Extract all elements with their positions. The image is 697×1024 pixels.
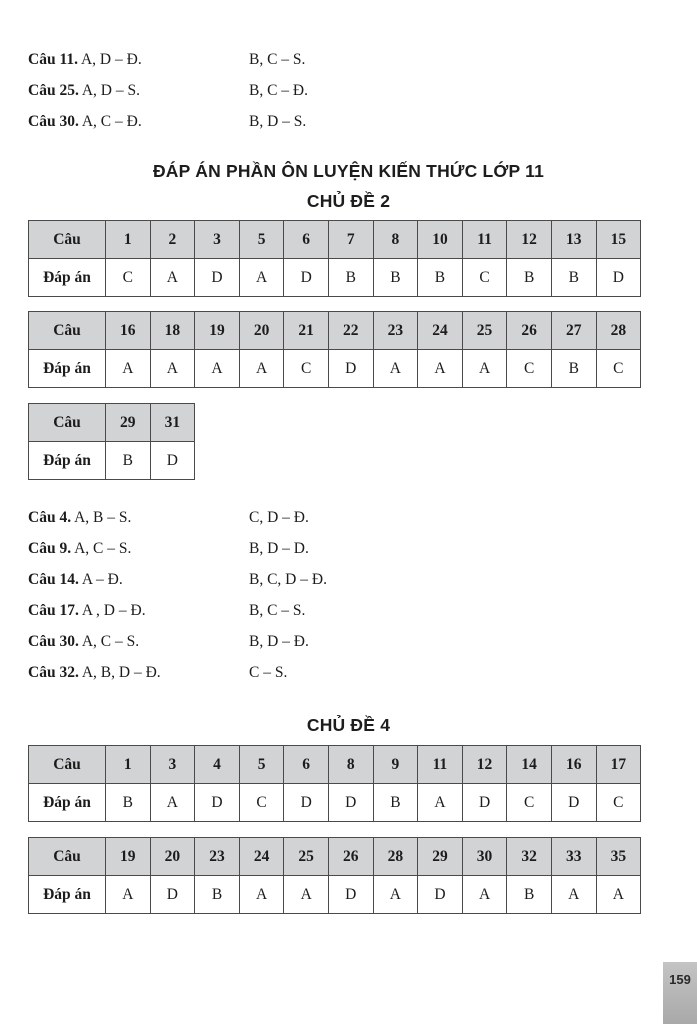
answer-cell: D [418, 876, 463, 914]
question-number: 29 [418, 838, 463, 876]
answer-cell: A [551, 876, 596, 914]
answer-b: B, C, D – Đ. [249, 571, 327, 588]
answer-cell: A [106, 876, 151, 914]
question-number: 1 [106, 746, 151, 784]
question-number: 8 [328, 746, 373, 784]
topic-title: CHỦ ĐỀ 4 [306, 715, 391, 735]
row-label-answer: Đáp án [29, 350, 106, 388]
answer-table [28, 220, 641, 297]
row-label-answer: Đáp án [29, 259, 106, 297]
question-number: 16 [106, 312, 151, 350]
question-number: 12 [507, 221, 552, 259]
answer-cell: B [106, 784, 151, 822]
answer-cell: A [150, 784, 195, 822]
question-number: 4 [195, 746, 240, 784]
question-number: 8 [373, 221, 418, 259]
question-number: 3 [195, 221, 240, 259]
answer-a: A, C – S. [71, 540, 132, 557]
question-number: 25 [462, 312, 507, 350]
question-number: 26 [328, 838, 373, 876]
answer-cell: D [284, 784, 329, 822]
answer-cell: C [596, 350, 641, 388]
question-number: 28 [373, 838, 418, 876]
question-number: 32 [507, 838, 552, 876]
answer-cell: B [418, 259, 463, 297]
answer-cell: B [507, 259, 552, 297]
question-number: 28 [596, 312, 641, 350]
answer-cell: A [239, 876, 284, 914]
question-number: 24 [418, 312, 463, 350]
question-number: 5 [239, 746, 284, 784]
answer-a: A, D – Đ. [77, 51, 142, 68]
question-number: 10 [418, 221, 463, 259]
answer-cell: D [328, 350, 373, 388]
answer-a: A, D – S. [78, 82, 140, 99]
question-number: 9 [373, 746, 418, 784]
question-number: 19 [195, 312, 240, 350]
question-number: 22 [328, 312, 373, 350]
question-number: 35 [596, 838, 641, 876]
answer-cell: A [195, 350, 240, 388]
question-number: 29 [106, 404, 151, 442]
row-label-question: Câu [29, 221, 106, 259]
question-number: 14 [507, 746, 552, 784]
answer-cell: C [284, 350, 329, 388]
question-number: 24 [239, 838, 284, 876]
answer-b: C, D – Đ. [249, 509, 309, 526]
answer-cell: D [328, 784, 373, 822]
question-number: 16 [551, 746, 596, 784]
answer-cell: A [373, 876, 418, 914]
question-number: 23 [195, 838, 240, 876]
answer-cell: B [106, 442, 151, 480]
answer-cell: C [462, 259, 507, 297]
row-label-question: Câu [29, 746, 106, 784]
question-label: Câu 14. [28, 571, 79, 588]
answer-b: B, C – S. [249, 51, 306, 68]
question-number: 15 [596, 221, 641, 259]
question-label: Câu 25. [28, 82, 79, 99]
answer-cell: D [551, 784, 596, 822]
answer-cell: C [596, 784, 641, 822]
answer-cell: C [239, 784, 284, 822]
question-number: 17 [596, 746, 641, 784]
answer-table [28, 745, 641, 822]
answer-cell: A [106, 350, 151, 388]
answer-table [28, 837, 641, 914]
answer-table [28, 311, 641, 388]
row-label-question: Câu [29, 312, 106, 350]
answer-cell: D [195, 259, 240, 297]
question-number: 26 [507, 312, 552, 350]
question-number: 2 [150, 221, 195, 259]
question-number: 11 [462, 221, 507, 259]
answer-cell: D [150, 876, 195, 914]
question-label: Câu 11. [28, 51, 78, 68]
question-number: 30 [462, 838, 507, 876]
row-label-answer: Đáp án [29, 442, 106, 480]
answer-cell: B [551, 350, 596, 388]
answer-cell: A [418, 350, 463, 388]
answer-cell: D [195, 784, 240, 822]
answer-a: A , D – Đ. [78, 602, 146, 619]
answer-cell: A [418, 784, 463, 822]
answer-table [28, 403, 195, 480]
answer-cell: B [328, 259, 373, 297]
row-label-question: Câu [29, 838, 106, 876]
answer-cell: C [507, 784, 552, 822]
answer-cell: A [462, 876, 507, 914]
answer-a: A, C – S. [78, 633, 140, 650]
answer-b: B, D – S. [249, 113, 307, 130]
row-label-question: Câu [29, 404, 106, 442]
question-label: Câu 17. [28, 602, 79, 619]
question-number: 20 [150, 838, 195, 876]
question-number: 31 [150, 404, 195, 442]
answer-b: B, D – Đ. [249, 633, 309, 650]
page-number: 159 [663, 962, 697, 1024]
answer-b: B, C – S. [249, 602, 306, 619]
question-number: 6 [284, 746, 329, 784]
row-label-answer: Đáp án [29, 876, 106, 914]
answer-cell: D [328, 876, 373, 914]
answer-cell: C [507, 350, 552, 388]
question-number: 18 [150, 312, 195, 350]
question-number: 7 [328, 221, 373, 259]
answer-cell: A [284, 876, 329, 914]
question-number: 1 [106, 221, 151, 259]
question-number: 20 [239, 312, 284, 350]
answer-cell: D [150, 442, 195, 480]
answer-cell: B [373, 784, 418, 822]
answer-cell: A [239, 350, 284, 388]
answer-b: B, D – D. [249, 540, 309, 557]
answer-cell: B [507, 876, 552, 914]
answer-cell: A [373, 350, 418, 388]
question-number: 3 [150, 746, 195, 784]
answer-cell: A [462, 350, 507, 388]
answer-cell: A [150, 259, 195, 297]
answer-b: C – S. [249, 664, 288, 681]
question-number: 21 [284, 312, 329, 350]
answer-a: A – Đ. [78, 571, 123, 588]
question-label: Câu 30. [28, 113, 79, 130]
question-number: 19 [106, 838, 151, 876]
question-label: Câu 9. [28, 540, 72, 557]
topic-title: CHỦ ĐỀ 2 [306, 191, 391, 211]
row-label-answer: Đáp án [29, 784, 106, 822]
answer-cell: A [150, 350, 195, 388]
answer-cell: D [284, 259, 329, 297]
question-number: 25 [284, 838, 329, 876]
answer-a: A, B, D – Đ. [78, 664, 161, 681]
answer-b: B, C – Đ. [249, 82, 308, 99]
answer-a: A, B – S. [71, 509, 132, 526]
answer-cell: B [551, 259, 596, 297]
question-number: 23 [373, 312, 418, 350]
question-label: Câu 32. [28, 664, 79, 681]
answer-cell: C [106, 259, 151, 297]
answer-cell: D [596, 259, 641, 297]
answer-cell: A [596, 876, 641, 914]
question-number: 33 [551, 838, 596, 876]
question-number: 12 [462, 746, 507, 784]
question-number: 27 [551, 312, 596, 350]
answer-cell: A [239, 259, 284, 297]
answer-cell: B [373, 259, 418, 297]
answer-a: A, C – Đ. [78, 113, 142, 130]
section-title: ĐÁP ÁN PHẦN ÔN LUYỆN KIẾN THỨC LỚP 11 [152, 161, 545, 181]
question-number: 6 [284, 221, 329, 259]
question-label: Câu 30. [28, 633, 79, 650]
question-number: 11 [418, 746, 463, 784]
question-number: 5 [239, 221, 284, 259]
answer-cell: D [462, 784, 507, 822]
answer-cell: B [195, 876, 240, 914]
question-label: Câu 4. [28, 509, 72, 526]
question-number: 13 [551, 221, 596, 259]
